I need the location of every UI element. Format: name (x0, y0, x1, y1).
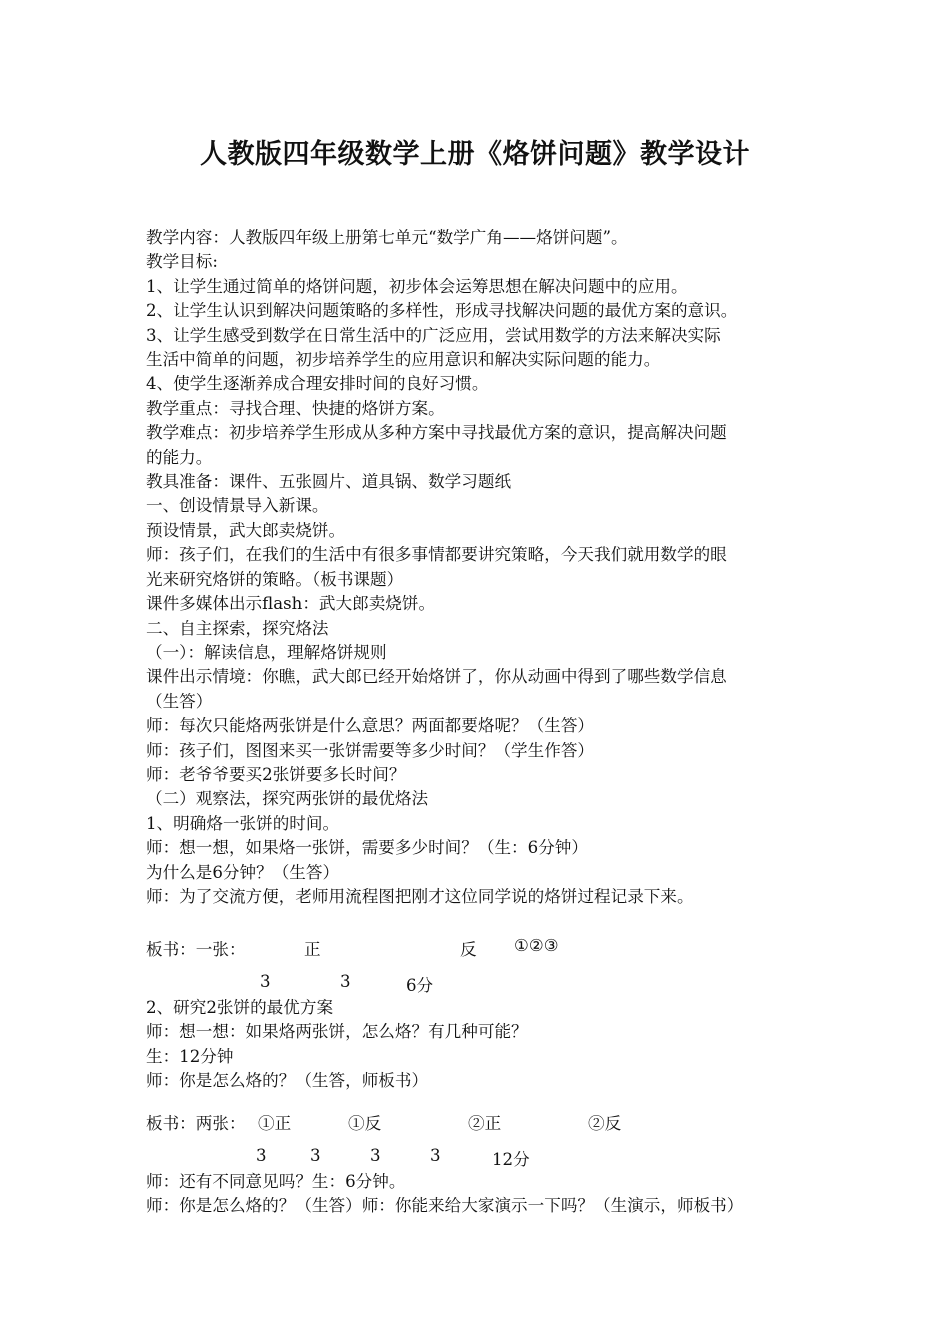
paragraph: 3、让学生感受到数学在日常生活中的广泛应用，尝试用数学的方法来解决实际 (146, 325, 721, 345)
paragraph: 师：孩子们，在我们的生活中有很多事情都要讲究策略，今天我们就用数学的眼 (146, 545, 727, 565)
paragraph: 师：老爷爷要买2张饼要多长时间？ (146, 764, 406, 784)
paragraph: 光来研究烙饼的策略。（板书课题） (146, 569, 404, 589)
paragraph: 为什么是6分钟？（生答） (146, 862, 340, 882)
board-time-value: 3 (310, 1146, 321, 1165)
paragraph: 的能力。 (146, 447, 213, 467)
board-back-side: 反 (460, 940, 477, 959)
board-step: ①反 (348, 1114, 382, 1133)
paragraph: 课件出示情境：你瞧，武大郎已经开始烙饼了，你从动画中得到了哪些数学信息 (146, 667, 727, 687)
paragraph: 课件多媒体出示flash：武大郎卖烧饼。 (146, 594, 436, 614)
paragraph: 师：你是怎么烙的？（生答）师：你能来给大家演示一下吗？（生演示，师板书） (146, 1196, 744, 1216)
board-step-marks: ①②③ (514, 936, 559, 955)
body-text-block-b (146, 996, 826, 1094)
board-time-value: 3 (340, 972, 351, 991)
board-total-time: 6分 (406, 976, 434, 995)
paragraph: 1、让学生通过简单的烙饼问题，初步体会运筹思想在解决问题中的应用。 (146, 276, 688, 296)
paragraph: 教学目标: (146, 252, 218, 272)
paragraph: 教学难点：初步培养学生形成从多种方案中寻找最优方案的意识，提高解决问题 (146, 423, 727, 443)
paragraph: 生：12分钟 (146, 1046, 234, 1066)
paragraph: 预设情景，武大郎卖烧饼。 (146, 520, 346, 540)
paragraph: 4、使学生逐渐养成合理安排时间的良好习惯。 (146, 374, 489, 394)
paragraph: 二、自主探索，探究烙法 (146, 618, 329, 638)
paragraph: 师：想一想，如果烙一张饼，需要多少时间？（生：6分钟） (146, 838, 588, 858)
paragraph: （一）：解读信息，理解烙饼规则 (146, 642, 387, 662)
paragraph: （二）观察法，探究两张饼的最优烙法 (146, 789, 429, 809)
paragraph: 生活中简单的问题，初步培养学生的应用意识和解决实际问题的能力。 (146, 350, 661, 370)
board-time-value: 3 (370, 1146, 381, 1165)
paragraph: 教学重点：寻找合理、快捷的烙饼方案。 (146, 398, 445, 418)
board-label: 板书：两张： (146, 1114, 246, 1133)
paragraph: 师：为了交流方便，老师用流程图把刚才这位同学说的烙饼过程记录下来。 (146, 886, 694, 906)
document-title: 人教版四年级数学上册《烙饼问题》教学设计 (200, 139, 750, 170)
body-text-block-c (146, 1170, 826, 1219)
paragraph: 2、让学生认识到解决问题策略的多样性，形成寻找解决问题的最优方案的意识。 (146, 301, 738, 321)
body-text-block-a (146, 226, 810, 909)
board-step: ②反 (588, 1114, 622, 1133)
board-label: 板书：一张： (146, 940, 246, 959)
board-time-value: 3 (430, 1146, 441, 1165)
board-total-time: 12分 (492, 1150, 530, 1169)
board-front-side: 正 (304, 940, 321, 959)
board-time-value: 3 (260, 972, 271, 991)
paragraph: 2、研究2张饼的最优方案 (146, 998, 334, 1017)
board-step: ①正 (258, 1114, 292, 1133)
paragraph: 一、创设情景导入新课。 (146, 496, 329, 516)
paragraph: 教具准备：课件、五张圆片、道具锅、数学习题纸 (146, 472, 512, 492)
paragraph: 师：你是怎么烙的？（生答，师板书） (146, 1071, 429, 1091)
board-diagram-one-cake (146, 936, 826, 996)
paragraph: 1、明确烙一张饼的时间。 (146, 813, 340, 833)
board-time-value: 3 (256, 1146, 267, 1165)
paragraph: 教学内容：人教版四年级上册第七单元“数学广角——烙饼问题”。 (146, 228, 628, 247)
paragraph: 师：每次只能烙两张饼是什么意思？两面都要烙呢？（生答） (146, 716, 595, 736)
board-diagram-two-cakes (146, 1110, 826, 1170)
board-step: ②正 (468, 1114, 502, 1133)
paragraph: 师：想一想：如果烙两张饼，怎么烙？有几种可能？ (146, 1022, 528, 1042)
paragraph: 师：还有不同意见吗？生：6分钟。 (146, 1172, 406, 1191)
paragraph: （生答） (146, 691, 213, 711)
paragraph: 师：孩子们，图图来买一张饼需要等多少时间？（学生作答） (146, 740, 595, 760)
